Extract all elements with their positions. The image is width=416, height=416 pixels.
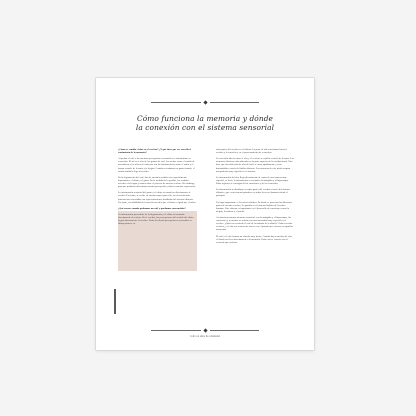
left-column xyxy=(118,148,196,229)
ornament-line xyxy=(210,330,260,331)
ornament-line xyxy=(151,102,201,103)
title-line: Cómo funciona la memoria y dónde xyxy=(136,114,273,123)
diamond-icon xyxy=(203,328,207,332)
ornament-line xyxy=(210,102,260,103)
question-paragraph: ¿Cómo se estudia el olor en el cerebro? ¿Y qué tiene que ver con ello el sentimiento de la memoria? xyxy=(118,148,192,155)
body-paragraph: La información se distribuye a varias partes del cerebro a través del sistema olfatorio, que es un sistema primitivo en todos los seres humanos desde el principio. xyxy=(216,188,290,198)
body-paragraph: Un lugar importante es la corteza olfativa. Es donde se procesan las diferentes partes de nuestro cerebro. Se guardan en el sistema límbico del cerebro humano. Este sistema es importante en el desarrollo de emociones como la alegría, la tristeza y el miedo. xyxy=(216,200,293,213)
question-paragraph: ¿Qué ocurre cuando probamos un café y quedamos convencidos? xyxy=(118,206,186,210)
body-paragraph: otras partes del cerebro en el tálamo. La parte de ahí conectamos hacia el cerebro y la emoción y en el procesamiento de recuerdos. xyxy=(216,148,288,155)
body-paragraph: El café y el olor forman un vínculo muy fuerte. Cuando hay recuerdos de olor, el olfato nos lleva directamente a la memoria. Todo esto se conecta con el recuerdo que vivimos. xyxy=(216,234,293,244)
right-column xyxy=(216,148,294,247)
body-paragraph: La conexión directa entre el olor y el cerebro se explica a través de la nariz. Las neuronas olfativas están ubicadas en la parte superior de la cavidad nasal. Esto hace que las moléculas de olor del café se unan rápidamente y sean transmitidas a través del bulbo olfatorio. Las neuronas de este modo ocupan una posición muy especial en el sistema. xyxy=(216,157,294,173)
document-page xyxy=(96,78,314,350)
top-ornament xyxy=(151,98,259,106)
body-paragraph: En la degustación del café, dos de nuestros sentidos son especialmente importantes: el olfato y el gusto. En la medida de lo posible, los sentidos acceden a la lengua y vamos sobre el proceso de nuestro cerebro. Sin embargo, para que podamos determinar nuestra percepción y obtener nuestra experiencia. xyxy=(118,175,196,189)
margin-bar xyxy=(114,289,116,314)
body-paragraph: La información del olor llega directamente al centro de una manera muy especial, es decir, la información es enviada a la amígdala y al hipocampo. Estas regiones se encargan de las emociones y de los recuerdos. xyxy=(216,175,289,186)
body-paragraph: La información sensorial del gusto y el olfato se transfiere directamente al cerebro. Por tanto, se recibe en nuestro marco para ello, las vivencias más intensas son conectadas con representaciones detalladas del sistema olfatorio. Por tanto, esa habilidad del recuerdo nos da a que el olfato es igual que el sabor. xyxy=(118,191,196,204)
bottom-ornament xyxy=(151,326,259,334)
body-paragraph: Así funciona nuestra memoria sensorial: con la amígdala y el hipocampo, las emociones y recuerdos se activan con una intensidad muy especial en el cerebro. ¿Quién no recuerda el café de la mañana de la abuela? Cada recuerdo es único, y el olor nos conecta de nuevo con el pasado que vivimos en aquellos momentos. xyxy=(216,216,294,232)
page-title xyxy=(116,114,294,132)
page-footer: Café con amor & comunidad xyxy=(189,335,221,338)
title-line: la conexión con el sistema sensorial xyxy=(135,123,275,132)
ornament-line xyxy=(151,330,201,331)
diamond-icon xyxy=(203,100,207,104)
body-paragraph: La información procedente de la degustación y el olfato se transmite directamente al cerebro. En el cerebro, las percepciones del sentido del olfato llegan directamente al cerebro. Todas las demás percepciones sensoriales se filtran primero en xyxy=(118,213,194,226)
body-paragraph: Al probar el café o las nuestras percepciones sensoriales se transforman en recuerdos. El sol es el olor de los granos de café, los sueños como el sonido de una música y los olores de cada uno son las informaciones sobre el sabor y el aroma a través de la nariz y la lengua. Cuando recordamos un gusto tostado, el sonido también llega al cerebro. xyxy=(118,157,195,173)
